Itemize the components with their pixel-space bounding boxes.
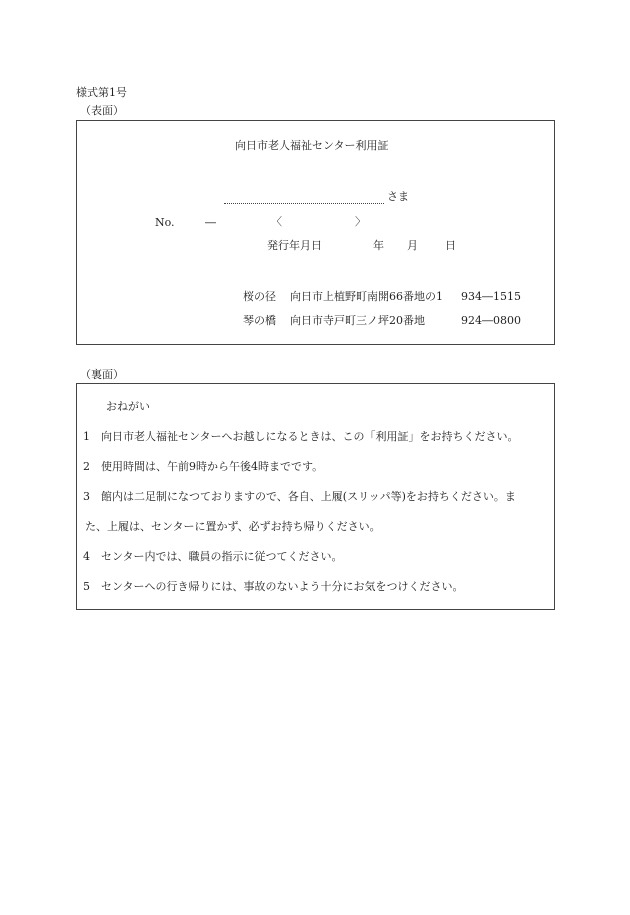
issue-day: 日 — [445, 239, 456, 252]
item-text: 向日市老人福祉センターへお越しになるときは、この「利用証」をお持ちください。 — [101, 430, 519, 443]
name-line — [224, 203, 384, 204]
back-heading: （裏面） — [80, 368, 124, 381]
facility-address: 向日市上植野町南開66番地の1 — [290, 290, 443, 303]
facility-name: 桜の径 — [243, 290, 276, 303]
facility-name: 琴の橋 — [243, 314, 276, 327]
item-number: 3 — [83, 490, 90, 503]
issue-year: 年 — [373, 239, 384, 252]
item-text-continuation: た、上履は、センターに置かず、必ずお持ち帰りください。 — [85, 520, 381, 533]
issue-date-label: 発行年月日 — [267, 239, 322, 252]
item-number: 2 — [83, 460, 90, 473]
honorific: さま — [387, 190, 409, 203]
front-card — [76, 120, 555, 345]
item-text: 館内は二足制になつておりますので、各自、上履(スリッパ等)をお持ちください。ま — [101, 490, 516, 503]
issue-month: 月 — [407, 239, 418, 252]
item-number: 1 — [83, 430, 90, 443]
request-title: おねがい — [106, 400, 150, 413]
facility-phone: 934―1515 — [461, 290, 521, 303]
paren-close: 〉 — [355, 215, 366, 228]
no-dash: ― — [205, 216, 216, 229]
paren-open: 〈 — [271, 215, 282, 228]
front-heading: （表面） — [80, 104, 124, 117]
facility-phone: 924―0800 — [461, 314, 521, 327]
facility-address: 向日市寺戸町三ノ坪20番地 — [290, 314, 425, 327]
card-title: 向日市老人福祉センター利用証 — [235, 139, 389, 152]
back-card — [76, 383, 555, 610]
item-text: センター内では、職員の指示に従つてください。 — [101, 550, 343, 563]
form-number: 様式第1号 — [76, 86, 127, 99]
no-label: No. — [155, 216, 175, 229]
item-text: 使用時間は、午前9時から午後4時までです。 — [101, 460, 324, 473]
item-number: 4 — [83, 550, 90, 563]
item-text: センターへの行き帰りには、事故のないよう十分にお気をつけください。 — [101, 580, 464, 593]
item-number: 5 — [83, 580, 90, 593]
